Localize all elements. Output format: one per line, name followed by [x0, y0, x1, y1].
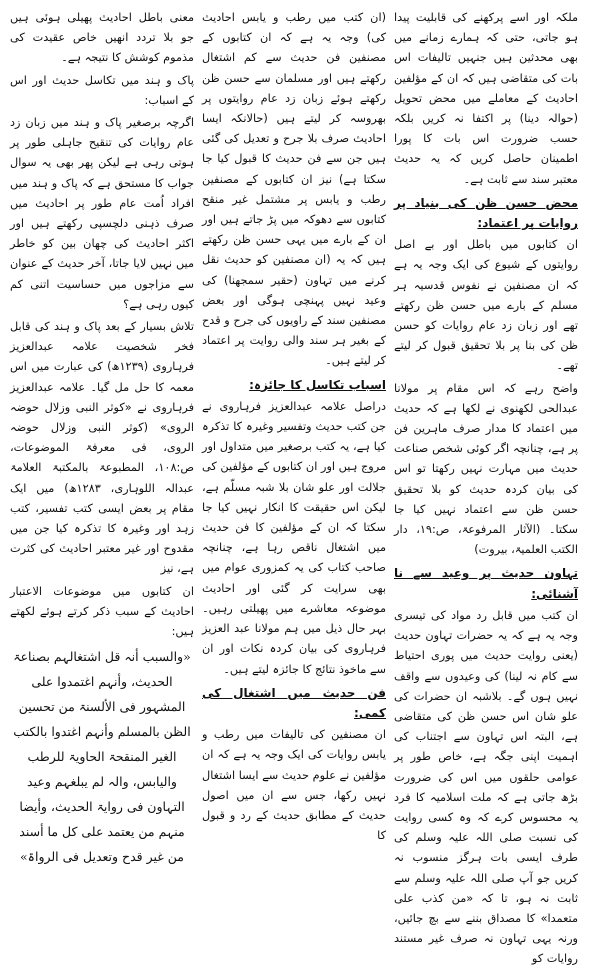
paragraph: ان کتابوں میں موضوعات الاعتبار احادیث کے سبب ذکر کرتے ہوئے لکھتے ہیں: [10, 584, 194, 639]
middle-column [202, 8, 386, 843]
right-column [10, 8, 194, 865]
left-column [394, 8, 578, 966]
paragraph: معنی باطل احادیث پھیلی ہوئی ہیں جو بلا تردد انھیں خاص عقیدت کی مذموم کوشش کا نتیجہ ہے۔ [10, 11, 194, 65]
paragraph: تلاش بسیار کے بعد پاک و ہند کی قابل فخر شخصیت علامہ عبدالعزیز فرہاروی (۱۲۳۹ھ) کی عبارت میں اس معمہ کا حل مل گیا۔ علامہ عبدالعزیز فرہاروی نے «کوثر النبی وزلال حوضہ الروی» (کوثر النبی وزلال حوضہ الروی، فی معرفۃ الموضوعات، ص:۱۰۸، المطبوعۃ بالمکتبۃ العلامۃ عبدالہ اللوہاری، ۱۲۸۳ھ) میں ایک مقام پر بعض ایسی کتب تفسیر، کتب زہد اور وغیرہ کا تذکرہ کیا جن میں مقدوح اور غیر معتبر احادیث کی کثرت ہے، نیز [10, 320, 194, 576]
paragraph: پاک و ہند میں تکاسل حدیث اور اس کے اسباب: [10, 73, 194, 107]
section-heading: فن حدیث میں اشتغال کی کمی: [202, 685, 386, 720]
paragraph: ان مصنفین کی تالیفات میں رطب و یابس روایات کی ایک وجہ یہ ہے کہ ان مؤلفین نے علوم حدیث سے ایسا اشتغال نہیں رکھا، جس سے ان میں اصول حدیث کے مطابق حدیث کے رد و قبول کا [202, 728, 386, 843]
section-heading: تہاون حدیث پر وعید سے نا آشنائی: [394, 566, 578, 601]
section-heading: اسباب تکاسل کا جائزہ: [249, 377, 386, 392]
paragraph: دراصل علامہ عبدالعزیز فرہاروی نے جن کتب حدیث وتفسیر وغیرہ کا تذکرہ کیا ہے، یہ کتب برصغیر میں متداول اور مروج ہیں اور ان کتابوں کے مؤلفین کی جلالت اور علو شان بلا شبہ مسلّم ہے، لیکن اس حقیقت کا انکار نہیں کیا جا سکتا کہ ان کے مؤلفین کا فن حدیث میں اشتغال ناقص رہا ہے، چنانچہ صاحب کتاب کی یہ کمزوری عوام میں بھی سرایت کر گئی اور احادیث موضوعہ معاشرے میں پھیلتی رہیں۔ بہر حال ذیل میں ہم مولانا عبد العزیز فرہاروی کی بیان کردہ نکات اور ان سے ماخوذ نتائج کا جائزہ لیتے ہیں۔ [202, 399, 386, 676]
paragraph: ملکہ اور اسے پرکھنے کی قابلیت پیدا ہو جاتی، حتی کہ ہمارے زمانے میں بھی محدثین ہیں جنہیں تالیفات اس بات کی متقاضی ہیں کہ ان کے مؤلفین احادیث کے معاملے میں محض تحویل (حوالہ دینا) پر اکتفا نہ کریں بلکہ حسب ضرورت اس بات کا پورا اطمینان حاصل کریں کہ یہ حدیث معتبر سند سے ثابت ہے۔ [394, 11, 578, 186]
arabic-quote: «والسبب أنہ قل اشتغالہم بصناعۃ الحدیث، وأنہم اغتمدوا علی المشہور فی الألسنۃ من تحسین الظن بالمسلم وأنہم اغتدوا بالکتب الغیر المنقحۃ الحاویۃ للرطب والیابس، والہ لم یبلغہم وعید التہاون فی روایۃ الحدیث، وأیضا منہم من یعتمد علی کل ما أسند من غیر قدح وتعدیل فی الرواۃ» [13, 649, 191, 865]
paragraph: ان کتب میں قابل رد مواد کی تیسری وجہ یہ ہے کہ یہ حضرات تہاون حدیث (یعنی روایت حدیث میں پوری احتیاط سے کام نہ لینا) کی وعیدوں سے واقف نہیں ہوں گے۔ بلاشبہ ان حضرات کی علو شان اس حسن ظن کی متقاضی ہے، البتہ اس تہاون سے اجتناب کی اہمیت اپنی جگہ ہے، خاص طور پر عوامی حلقوں میں اس کی ضرورت بڑھ جاتی ہے کہ ملت اسلامیہ کا فرد یہ محسوس کرے کہ وہ کسی روایت کی نسبت صلی اللہ علیہ وسلم کی طرف ایسی بات ہرگز منسوب نہ کریں جو آپ صلی اللہ علیہ وسلم سے ثابت نہ ہو، تا کہ «من کذب علی متعمدا» کا مصداق بننے سے بچ جائیں، ورنہ یہی تہاون نہ صرف غیر مستند روایات کو [394, 608, 578, 966]
paragraph: اگرچہ برصغیر پاک و ہند میں زبان زد عام روایات کی تنقیح جاہلی طور پر ہوتی رہی ہے لیکن پھر بھی یہ سوال جواب کا مستحق ہے کہ پاک و ہند میں افراد اُمت عام طور پر احادیث میں صرف ذہنی دلچسپی رکھتے ہیں اور اکثر احادیث کی چھان بین کو خاطر میں نہیں لایا جاتا، آخر حدیث کے عنوان سے مزاجوں میں حساسیت اتنی کم کیوں رہی ہے؟ [10, 116, 194, 311]
paragraph: واضح رہے کہ اس مقام پر مولانا عبدالحی لکھنوی نے لکھا ہے کہ حدیث میں اعتماد کا مدار صرف ماہرین فن پر ہے، چنانچہ اگر کوئی شخص صناعت حدیث میں مہارت نہیں رکھتا تو اس کی بیان کردہ حدیث کو بلا تحقیق حسن ظن سے اعتماد نہیں کیا جا سکتا۔ (الآثار المرفوعۃ، ص:۱۹، دار الکتب العلمیۃ، بیروت) [394, 381, 578, 557]
section-heading: محض حسن ظن کی بنیاد پر روایات پر اعتماد: [394, 195, 578, 231]
paragraph: ان کتابوں میں باطل اور بے اصل روایتوں کے شیوع کی ایک وجہ یہ ہے کہ ان مصنفین نے نفوس قدسیہ ہر مسلم کے بارے میں حسن ظن رکھتے تھے اور زبان زد عام روایات کو حسن ظن کی بنا پر بلا تحقیق قبول کر لیتے تھے۔ [394, 238, 578, 373]
paragraph: (ان کتب میں رطب و یابس احادیث کی) وجہ یہ ہے کہ ان کتابوں کے مصنفین فن حدیث سے کم اشتغال رکھتے ہیں اور مسلمان سے حسن ظن رکھتے ہوئے زبان زد عام روایتوں پر بھروسہ کر لیتے ہیں (حالانکہ ایسا احادیث صرف بلا جرح و تعدیل کی گئی ہیں جن سے فن حدیث کا قبول کیا جا سکتا ہے) نیز ان کتابوں کے مصنفین رطب و یابس پر مشتمل غیر منقح کتابوں سے دھوکہ میں پڑ جاتے ہیں اور ان کے بارے میں یہی حسن ظن رکھتے ہیں کہ یہ (ان مصنفین کو حدیث نقل کرنے میں تہاون (حقیر سمجھنا) کی وعید نہیں پہنچی ہوگی اور بعض مصنفین سند کے راویوں کی جرح و قدح کے بغیر ہر سند والی روایت پر اعتماد کر لیتے ہیں۔ [202, 11, 386, 368]
